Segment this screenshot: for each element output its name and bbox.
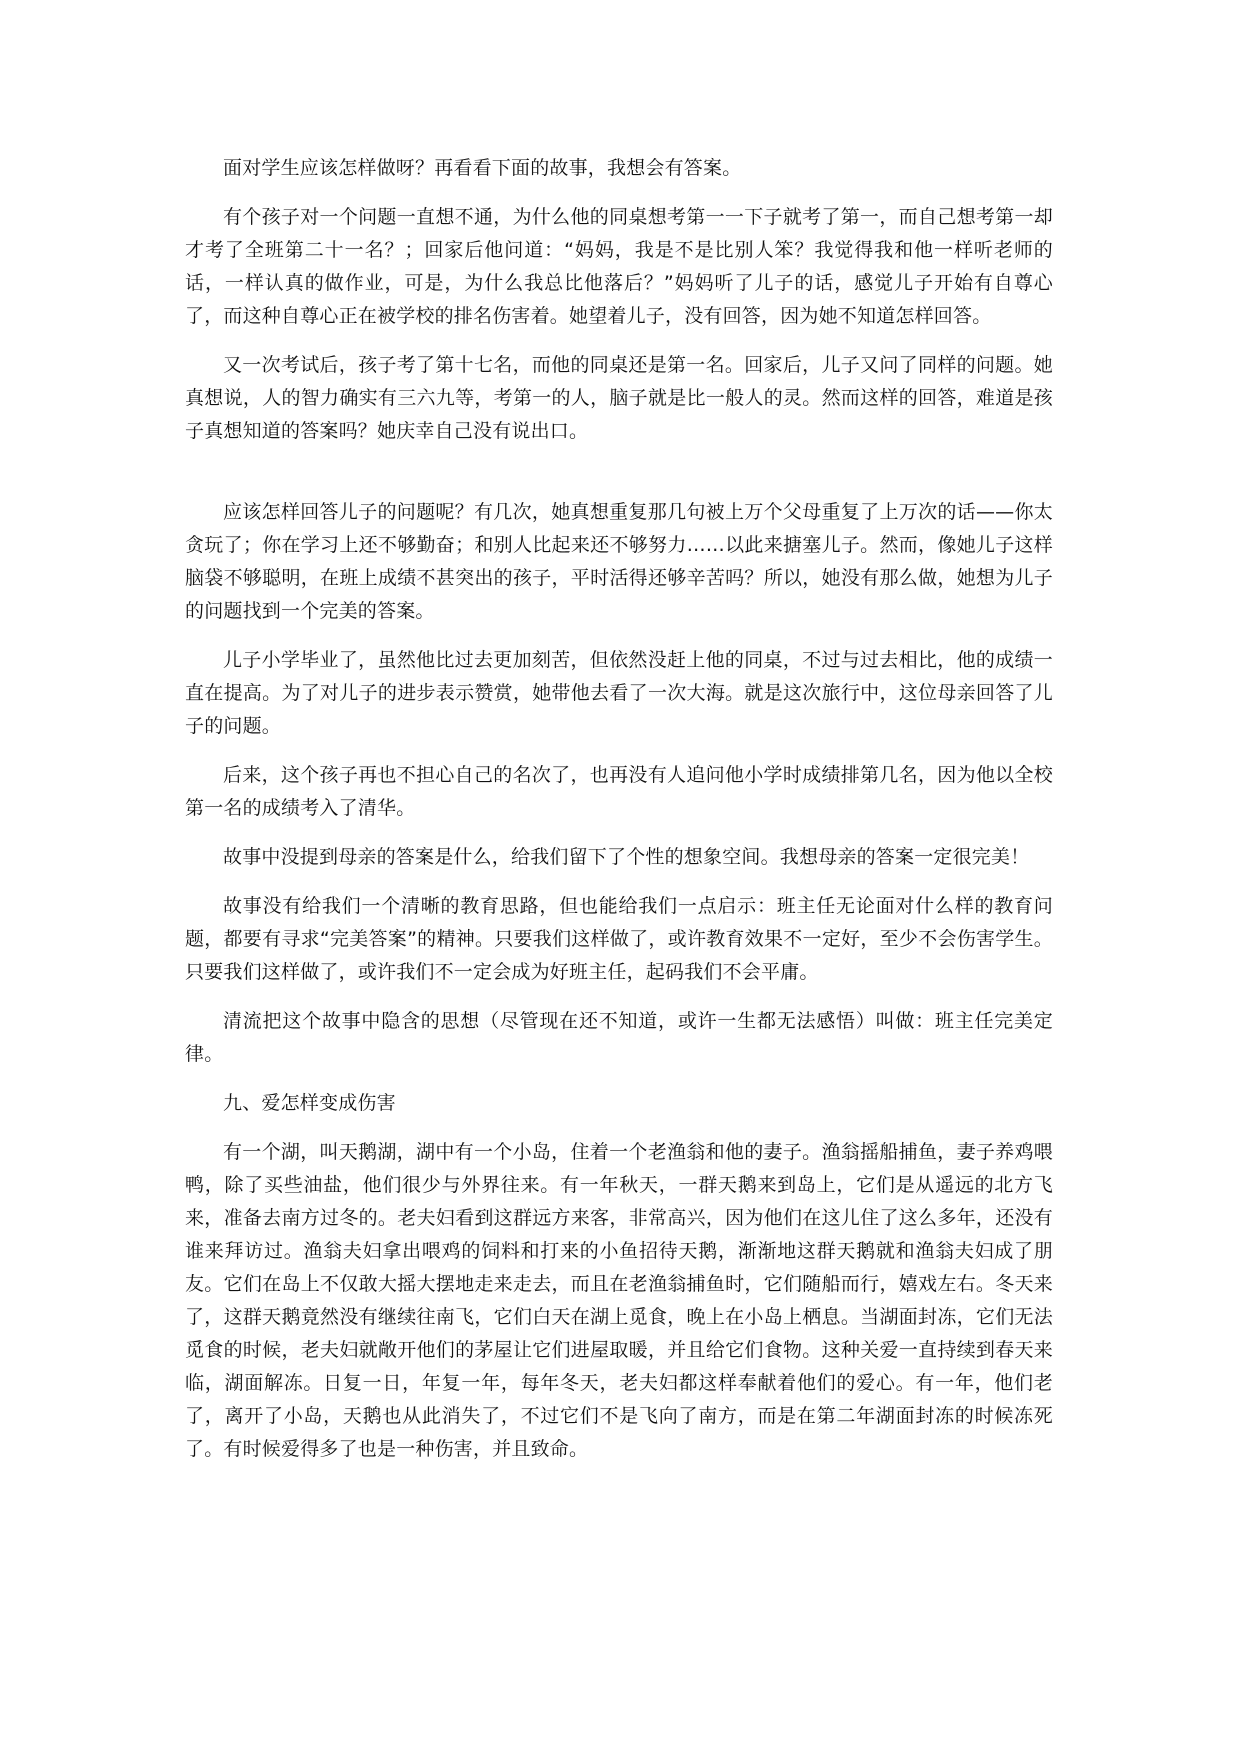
paragraph: 有一个湖，叫天鹅湖，湖中有一个小岛，住着一个老渔翁和他的妻子。渔翁摇船捕鱼，妻子养鸡喂鸭，除了买些油盐，他们很少与外界往来。有一年秋天，一群天鹅来到岛上，它们是从遥远的北方飞来，准备去南方过冬的。老夫妇看到这群远方来客，非常高兴，因为他们在这儿住了这么多年，还没有谁来拜访过。渔翁夫妇拿出喂鸡的饲料和打来的小鱼招待天鹅，渐渐地这群天鹅就和渔翁夫妇成了朋友。它们在岛上不仅敢大摇大摆地走来走去，而且在老渔翁捕鱼时，它们随船而行，嬉戏左右。冬天来了，这群天鹅竟然没有继续往南飞，它们白天在湖上觅食，晚上在小岛上栖息。当湖面封冻，它们无法觅食的时候，老夫妇就敞开他们的茅屋让它们进屋取暖，并且给它们食物。这种关爱一直持续到春天来临，湖面解冻。日复一日，年复一年，每年冬天，老夫妇都这样奉献着他们的爱心。有一年，他们老了，离开了小岛，天鹅也从此消失了，不过它们不是飞向了南方，而是在第二年湖面封冻的时候冻死了。有时候爱得多了也是一种伤害，并且致命。 [185, 1141, 1053, 1460]
section-heading: 九、爱怎样变成伤害 [223, 1092, 396, 1114]
paragraph: 清流把这个故事中隐含的思想（尽管现在还不知道，或许一生都无法感悟）叫做：班主任完美定律。 [185, 1010, 1053, 1065]
paragraph: 有个孩子对一个问题一直想不通，为什么他的同桌想考第一一下子就考了第一，而自己想考第一却才考了全班第二十一名？；回家后他问道：“妈妈，我是不是比别人笨？我觉得我和他一样听老师的话，一样认真的做作业，可是，为什么我总比他落后？”妈妈听了儿子的话，感觉儿子开始有自尊心了，而这种自尊心正在被学校的排名伤害着。她望着儿子，没有回答，因为她不知道怎样回答。 [185, 206, 1053, 327]
paragraph: 故事中没提到母亲的答案是什么，给我们留下了个性的想象空间。我想母亲的答案一定很完美！ [223, 846, 1030, 868]
paragraph: 又一次考试后，孩子考了第十七名，而他的同桌还是第一名。回家后，儿子又问了同样的问题。她真想说，人的智力确实有三六九等，考第一的人，脑子就是比一般人的灵。然而这样的回答，难道是孩子真想知道的答案吗？她庆幸自己没有说出口。 [185, 354, 1053, 442]
paragraph: 应该怎样回答儿子的问题呢？有几次，她真想重复那几句被上万个父母重复了上万次的话——你太贪玩了；你在学习上还不够勤奋；和别人比起来还不够努力……以此来搪塞儿子。然而，像她儿子这样脑袋不够聪明，在班上成绩不甚突出的孩子，平时活得还够辛苦吗？所以，她没有那么做，她想为儿子的问题找到一个完美的答案。 [185, 501, 1053, 622]
paragraph: 儿子小学毕业了，虽然他比过去更加刻苦，但依然没赶上他的同桌，不过与过去相比，他的成绩一直在提高。为了对儿子的进步表示赞赏，她带他去看了一次大海。就是这次旅行中，这位母亲回答了儿子的问题。 [185, 649, 1053, 737]
paragraph: 故事没有给我们一个清晰的教育思路，但也能给我们一点启示：班主任无论面对什么样的教育问题，都要有寻求“完美答案”的精神。只要我们这样做了，或许教育效果不一定好，至少不会伤害学生。只要我们这样做了，或许我们不一定会成为好班主任，起码我们不会平庸。 [185, 895, 1053, 983]
paragraph: 面对学生应该怎样做呀？再看看下面的故事，我想会有答案。 [223, 157, 742, 179]
document-body [185, 152, 1053, 1466]
paragraph: 后来，这个孩子再也不担心自己的名次了，也再没有人追问他小学时成绩排第几名，因为他以全校第一名的成绩考入了清华。 [185, 764, 1053, 819]
